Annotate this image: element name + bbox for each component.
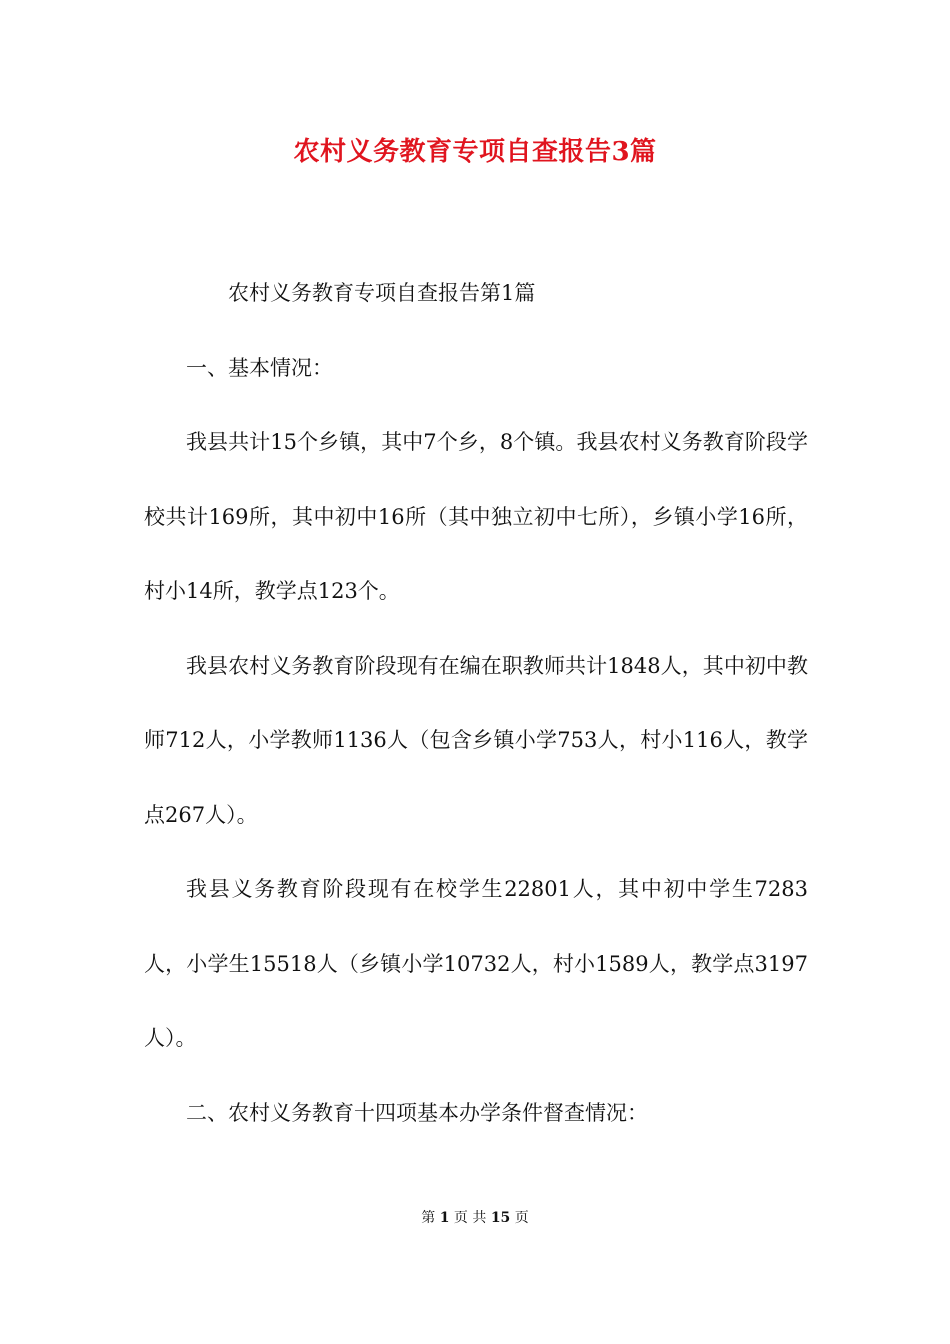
section-subtitle: 农村义务教育专项自查报告第1篇 <box>228 281 536 305</box>
paragraph-schools: 我县共计15个乡镇，其中7个乡，8个镇。我县农村义务教育阶段学校共计169所，其中初中16所（其中独立初中七所），乡镇小学16所，村小14所，教学点123个。 <box>144 430 808 603</box>
footer-suffix: 页 <box>514 1210 529 1226</box>
document-title: 农村义务教育专项自查报告3篇 <box>293 137 657 167</box>
section-heading-basic-info: 一、基本情况： <box>186 355 333 380</box>
section-heading-conditions: 二、农村义务教育十四项基本办学条件督查情况： <box>186 1100 648 1125</box>
footer-current-page: 1 <box>439 1210 450 1226</box>
document-body <box>144 256 808 1150</box>
paragraph-students: 我县义务教育阶段现有在校学生22801人，其中初中学生7283人，小学生15518人（乡镇小学10732人，村小1589人，教学点3197人）。 <box>144 877 808 1050</box>
footer-total-pages: 15 <box>490 1210 511 1226</box>
page-footer <box>0 1208 950 1228</box>
footer-prefix: 第 <box>421 1210 436 1226</box>
footer-middle: 页 共 <box>453 1210 487 1226</box>
paragraph-teachers: 我县农村义务教育阶段现有在编在职教师共计1848人，其中初中教师712人，小学教师1136人（包含乡镇小学753人，村小116人，教学点267人）。 <box>144 653 808 827</box>
